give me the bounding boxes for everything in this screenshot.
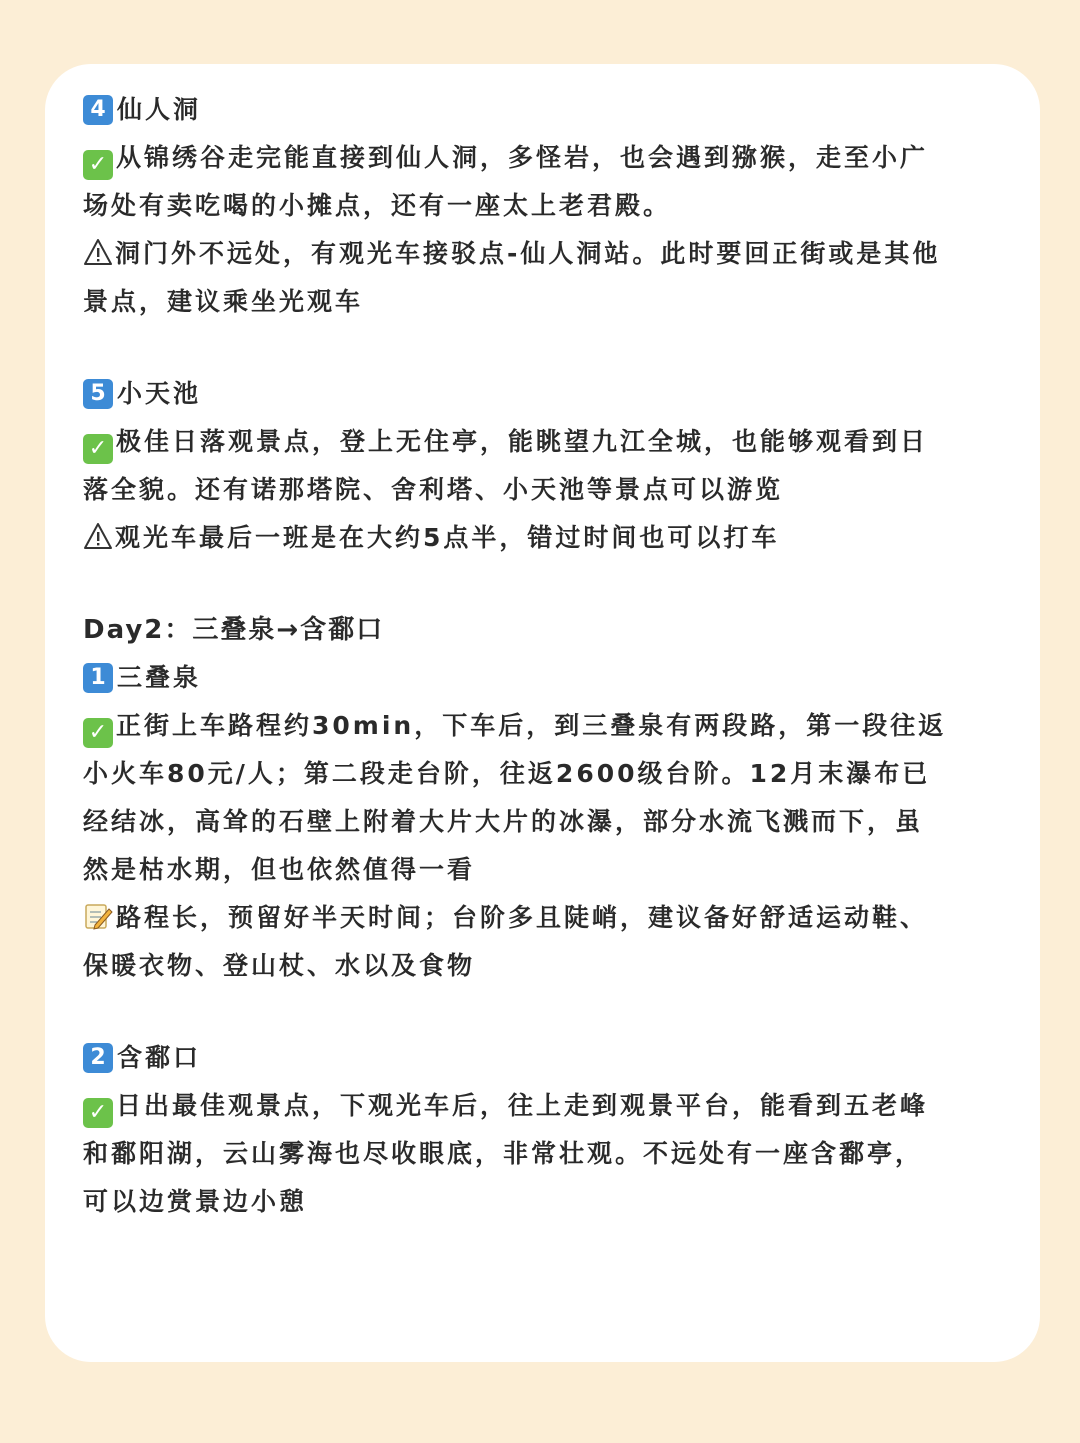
- highlight-text-cont: 场处有卖吃喝的小摊点，还有一座太上老君殿。: [83, 191, 672, 220]
- spot-heading: [83, 654, 1003, 702]
- memo-icon: [83, 901, 113, 931]
- number-4-icon: 4: [83, 95, 113, 125]
- warning-line: [83, 230, 1003, 278]
- warning-line: [83, 514, 1003, 562]
- warning-icon: [83, 521, 113, 551]
- check-mark-icon: ✓: [83, 434, 113, 464]
- number-5-icon: 5: [83, 379, 113, 409]
- highlight-text: 日出最佳观景点，下观光车后，往上走到观景平台，能看到五老峰: [116, 1091, 929, 1120]
- highlight-text: 从锦绣谷走完能直接到仙人洞，多怪岩，也会遇到猕猴，走至小广: [116, 143, 929, 172]
- highlight-line: [83, 702, 1003, 750]
- spot-heading: [83, 370, 1003, 418]
- highlight-line: [83, 418, 1003, 466]
- warning-text: 观光车最后一班是在大约5点半，错过时间也可以打车: [115, 523, 780, 552]
- highlight-text-cont: 落全貌。还有诺那塔院、舍利塔、小天池等景点可以游览: [83, 475, 784, 504]
- spot-title: 小天池: [117, 379, 202, 408]
- spot-title: 仙人洞: [117, 95, 202, 124]
- spot-xianrendong: [83, 86, 1003, 326]
- warning-text: 洞门外不远处，有观光车接驳点-仙人洞站。此时要回正街或是其他: [115, 239, 941, 268]
- spot-xiaotianchi: [83, 370, 1003, 562]
- highlight-text-cont: 然是枯水期，但也依然值得一看: [83, 855, 476, 884]
- highlight-text-cont: 可以边赏景边小憩: [83, 1187, 308, 1216]
- warning-text-cont: 景点，建议乘坐光观车: [83, 287, 364, 316]
- check-mark-icon: ✓: [83, 718, 113, 748]
- spot-sandiequan: [83, 654, 1003, 990]
- number-1-icon: 1: [83, 663, 113, 693]
- spot-heading: [83, 86, 1003, 134]
- content-card: [45, 64, 1040, 1362]
- highlight-text-cont: 和鄱阳湖，云山雾海也尽收眼底，非常壮观。不远处有一座含鄱亭，: [83, 1139, 924, 1168]
- memo-line: [83, 894, 1003, 942]
- check-mark-icon: ✓: [83, 1098, 113, 1128]
- highlight-line: [83, 1082, 1003, 1130]
- day-title: Day2：三叠泉→含鄱口: [83, 615, 385, 645]
- spot-heading: [83, 1034, 1003, 1082]
- highlight-line: [83, 134, 1003, 182]
- highlight-text: 正街上车路程约30min，下车后，到三叠泉有两段路，第一段往返: [116, 711, 947, 740]
- spot-title: 三叠泉: [117, 663, 202, 692]
- spot-title: 含鄱口: [117, 1043, 202, 1072]
- highlight-text-cont: 小火车80元/人；第二段走台阶，往返2600级台阶。12月末瀑布已: [83, 759, 931, 788]
- memo-text: 路程长，预留好半天时间；台阶多且陡峭，建议备好舒适运动鞋、: [116, 903, 929, 932]
- number-2-icon: 2: [83, 1043, 113, 1073]
- spot-hanpokou: [83, 1034, 1003, 1226]
- highlight-text: 极佳日落观景点，登上无住亭，能眺望九江全城，也能够观看到日: [116, 427, 929, 456]
- highlight-text-cont: 经结冰，高耸的石壁上附着大片大片的冰瀑，部分水流飞溅而下，虽: [83, 807, 924, 836]
- check-mark-icon: ✓: [83, 150, 113, 180]
- content: [83, 86, 1003, 1270]
- memo-text-cont: 保暖衣物、登山杖、水以及食物: [83, 951, 476, 980]
- warning-icon: [83, 237, 113, 267]
